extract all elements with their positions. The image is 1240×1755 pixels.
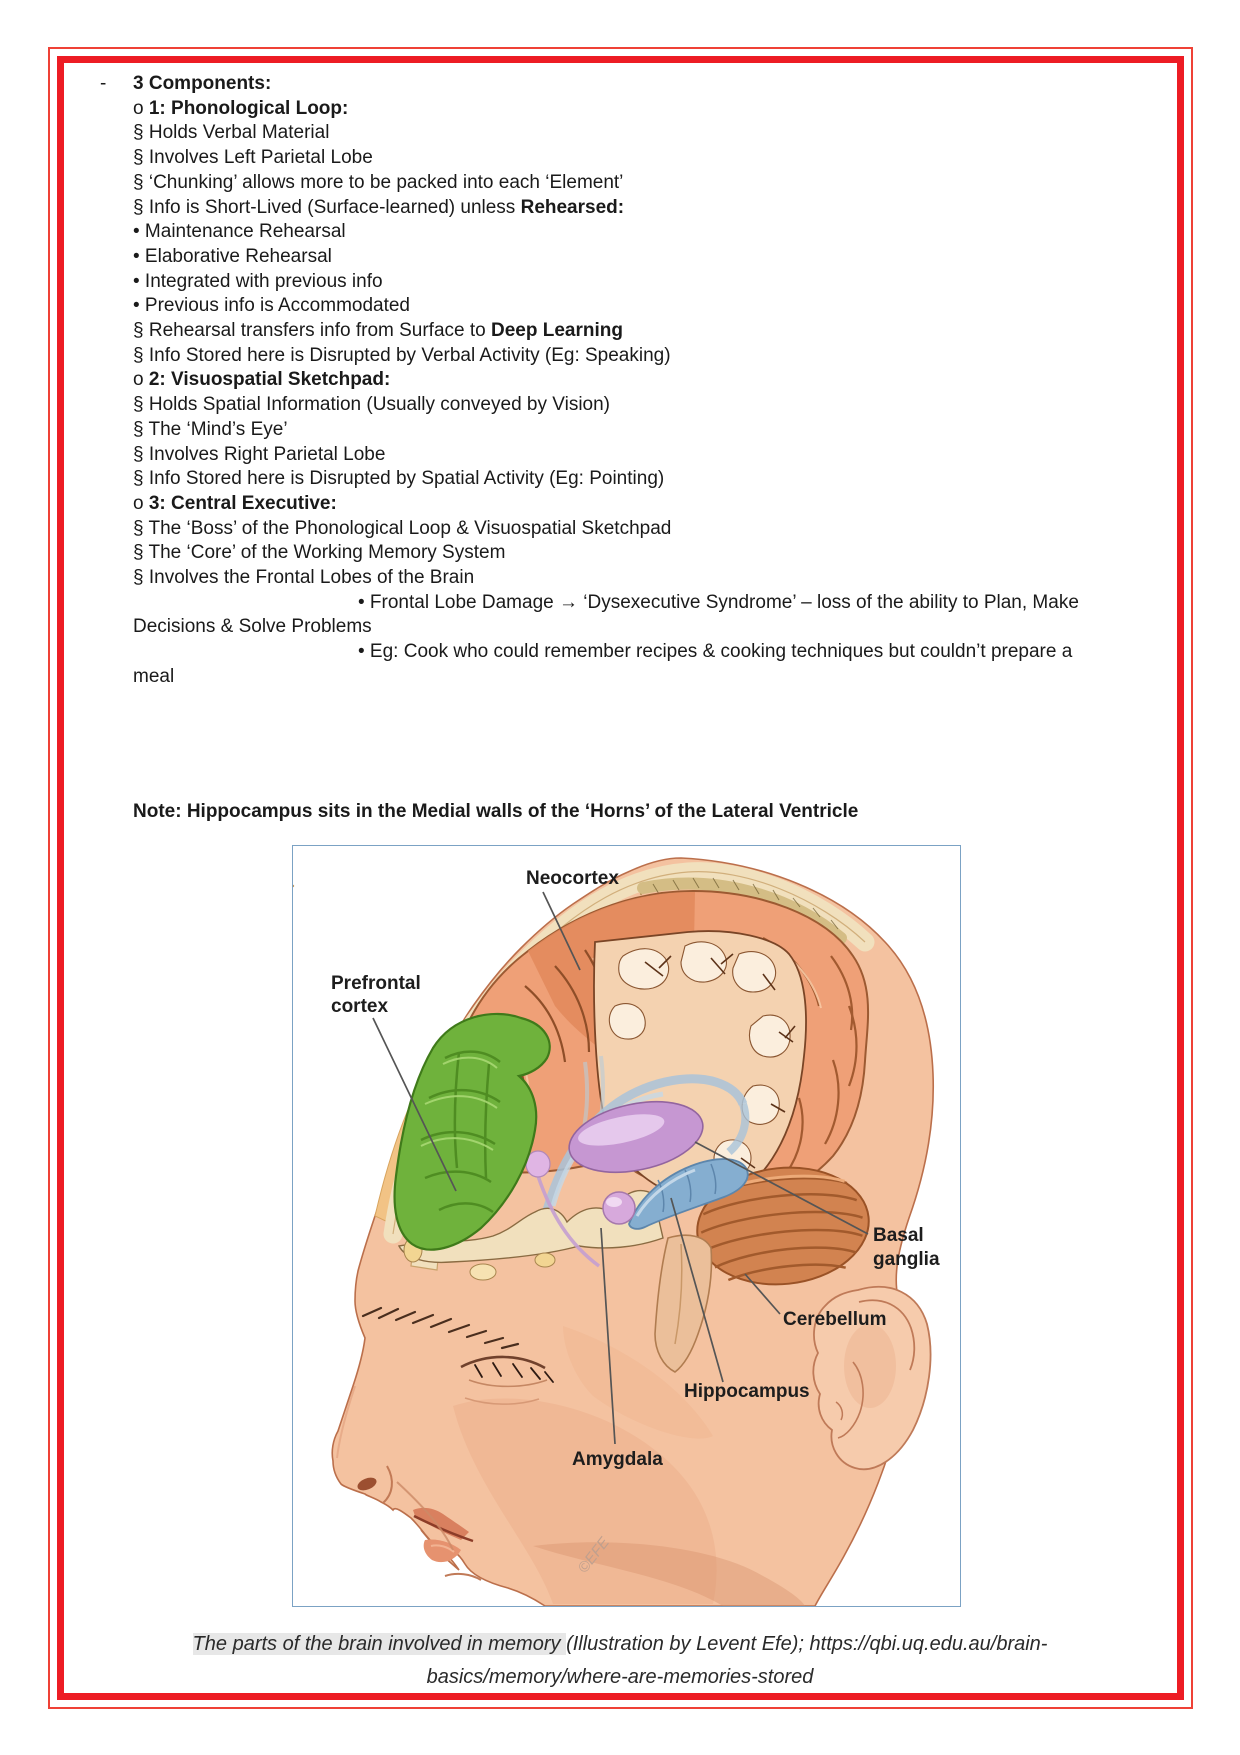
note-line: • Frontal Lobe Damage → ‘Dysexecutive Syndrome’ – loss of the ability to Plan, Make — [358, 591, 1079, 613]
label-amygdala: Amygdala — [572, 1449, 663, 1470]
caption-line-1: The parts of the brain involved in memory (Illustration by Levent Efe); https://qbi.uq.edu.au/brain- — [192, 1633, 1048, 1655]
notes-block — [100, 72, 1172, 824]
note-line: § Involves Left Parietal Lobe — [133, 147, 373, 169]
note-line: § Holds Verbal Material — [133, 122, 330, 144]
sella-hole — [535, 1253, 555, 1267]
brain-figure — [292, 845, 961, 1607]
label-prefrontal-1: Prefrontal — [331, 973, 421, 994]
caption-highlight: The parts of the brain involved in memory — [192, 1633, 567, 1655]
note-line: § ‘Chunking’ allows more to be packed into each ‘Element’ — [133, 171, 624, 193]
note-line: Decisions & Solve Problems — [133, 616, 372, 638]
note-line: § Info Stored here is Disrupted by Spatial Activity (Eg: Pointing) — [133, 468, 665, 490]
note-line: • Eg: Cook who could remember recipes & cooking techniques but couldn’t prepare a — [358, 641, 1073, 663]
sphenoid-sinus — [470, 1264, 496, 1280]
note-line: o 1: Phonological Loop: — [133, 97, 349, 119]
note-line: - 3 Components: — [100, 72, 1172, 97]
note-line: § Info is Short-Lived (Surface-learned) unless Rehearsed: — [133, 196, 625, 218]
note-line: • Integrated with previous info — [133, 270, 383, 292]
note-line: § Involves the Frontal Lobes of the Brain — [133, 567, 475, 589]
note-line: • Elaborative Rehearsal — [133, 245, 332, 267]
amygdala-shape — [603, 1192, 635, 1224]
note-line: meal — [133, 665, 175, 687]
note-line: § Info Stored here is Disrupted by Verbal Activity (Eg: Speaking) — [133, 344, 671, 366]
list-dash: - — [100, 73, 107, 94]
brain-illustration — [293, 846, 960, 1606]
label-basal-1: Basal — [873, 1225, 924, 1246]
amygdala-highlight — [606, 1197, 622, 1207]
note-line: § Rehearsal transfers info from Surface to Deep Learning — [133, 320, 623, 342]
label-prefrontal-2: cortex — [331, 996, 389, 1017]
caption-line-2: basics/memory/where-are-memories-stored — [426, 1666, 814, 1688]
figure-caption — [64, 1628, 1176, 1694]
note-line: § The ‘Boss’ of the Phonological Loop & Visuospatial Sketchpad — [133, 517, 672, 539]
note-line: § Involves Right Parietal Lobe — [133, 443, 386, 465]
label-neocortex: Neocortex — [526, 868, 619, 889]
note-line: o 3: Central Executive: — [133, 492, 337, 514]
note-line: • Previous info is Accommodated — [133, 295, 411, 317]
label-basal-2: ganglia — [873, 1249, 940, 1270]
label-hippocampus: Hippocampus — [684, 1381, 810, 1402]
note-line: § The ‘Mind’s Eye’ — [133, 418, 288, 440]
note-line: o 2: Visuospatial Sketchpad: — [133, 369, 391, 391]
note-line: § Holds Spatial Information (Usually conveyed by Vision) — [133, 394, 610, 416]
hippocampus-note: Note: Hippocampus sits in the Medial walls of the ‘Horns’ of the Lateral Ventricle — [133, 800, 859, 822]
note-line: • Maintenance Rehearsal — [133, 221, 346, 243]
label-cerebellum: Cerebellum — [783, 1309, 887, 1330]
note-line: § The ‘Core’ of the Working Memory System — [133, 542, 506, 564]
artist-watermark: ©EFE — [574, 1534, 613, 1577]
